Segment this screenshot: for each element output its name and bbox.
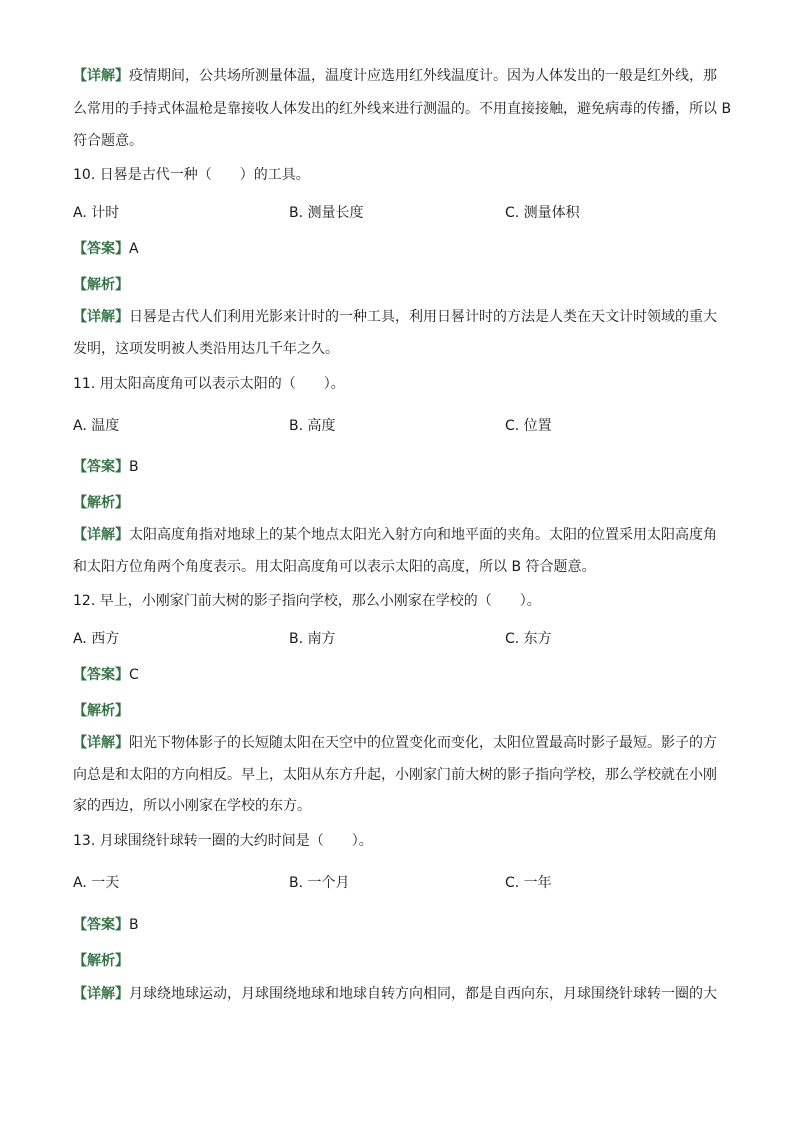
- detail-text: 发明，这项发明被人类沿用达几千年之久。: [73, 341, 339, 357]
- answer-label: 【答案】: [73, 917, 129, 933]
- q13-option-b: B. 一个月: [289, 875, 350, 891]
- detail-text: 日晷是古代人们利用光影来计时的一种工具，利用日晷计时的方法是人类在天文计时领域的重大: [129, 309, 717, 325]
- detail-text: 疫情期间，公共场所测量体温，温度计应选用红外线温度计。因为人体发出的一般是红外线，那: [129, 68, 717, 84]
- answer-value: B: [129, 459, 139, 475]
- q10-option-c: C. 测量体积: [505, 205, 580, 221]
- q13-analysis-heading: [73, 952, 733, 970]
- q10-detail-line: [73, 308, 733, 326]
- q11-detail-line: [73, 526, 733, 544]
- analysis-label: 【解析】: [73, 277, 129, 293]
- question-10: 10. 日晷是古代一种（ ）的工具。: [73, 167, 310, 183]
- question-13: 13. 月球围绕针球转一圈的大约时间是（ ）。: [73, 833, 373, 849]
- q11-option-c: C. 位置: [505, 418, 552, 434]
- detail-text: 家的西边，所以小刚家在学校的东方。: [73, 798, 311, 814]
- q10-analysis-heading: [73, 276, 733, 294]
- detail-text: 月球绕地球运动，月球围绕地球和地球自转方向相同，都是自西向东，月球围绕针球转一圈的大: [129, 986, 717, 1002]
- q10-answer: [73, 240, 733, 258]
- q12-option-c: C. 东方: [505, 631, 552, 647]
- q11-detail-line: [73, 558, 733, 576]
- answer-label: 【答案】: [73, 459, 129, 475]
- q12-detail-line: [73, 797, 733, 815]
- detail-paragraph-line: [73, 67, 733, 85]
- q12-answer: [73, 666, 733, 684]
- detail-label: 【详解】: [73, 527, 129, 543]
- q13-detail-line: [73, 985, 733, 1003]
- q11-option-b: B. 高度: [289, 418, 336, 434]
- detail-text: 阳光下物体影子的长短随太阳在天空中的位置变化而变化，太阳位置最高时影子最短。影子的方: [129, 735, 717, 751]
- analysis-label: 【解析】: [73, 495, 129, 511]
- answer-value: B: [129, 917, 139, 933]
- detail-text: 么常用的手持式体温枪是靠接收人体发出的红外线来进行测温的。不用直接接触，避免病毒的传播，所以 B: [73, 101, 732, 117]
- answer-label: 【答案】: [73, 241, 129, 257]
- q10-option-a: A. 计时: [73, 205, 120, 221]
- detail-text: 符合题意。: [73, 133, 143, 149]
- q11-analysis-heading: [73, 494, 733, 512]
- q12-detail-line: [73, 734, 733, 752]
- answer-label: 【答案】: [73, 667, 129, 683]
- analysis-label: 【解析】: [73, 703, 129, 719]
- detail-text: 向总是和太阳的方向相反。早上，太阳从东方升起，小刚家门前大树的影子指向学校，那么学校就在小刚: [73, 767, 717, 783]
- detail-text: 太阳高度角指对地球上的某个地点太阳光入射方向和地平面的夹角。太阳的位置采用太阳高度角: [129, 527, 717, 543]
- detail-label: 【详解】: [73, 735, 129, 751]
- answer-value: A: [129, 241, 139, 257]
- q12-detail-line: [73, 766, 733, 784]
- q12-analysis-heading: [73, 702, 733, 720]
- detail-paragraph-line: [73, 132, 733, 150]
- q12-option-a: A. 西方: [73, 631, 120, 647]
- q11-option-a: A. 温度: [73, 418, 120, 434]
- detail-label: 【详解】: [73, 986, 129, 1002]
- question-12: 12. 早上，小刚家门前大树的影子指向学校，那么小刚家在学校的（ ）。: [73, 593, 541, 609]
- detail-paragraph-line: [73, 100, 733, 118]
- detail-text: 和太阳方位角两个角度表示。用太阳高度角可以表示太阳的高度，所以 B 符合题意。: [73, 559, 596, 575]
- detail-label: 【详解】: [73, 309, 129, 325]
- q10-option-b: B. 测量长度: [289, 205, 364, 221]
- detail-label: 【详解】: [73, 68, 129, 84]
- q11-answer: [73, 458, 733, 476]
- q13-answer: [73, 916, 733, 934]
- analysis-label: 【解析】: [73, 953, 129, 969]
- answer-value: C: [129, 667, 139, 683]
- q13-option-c: C. 一年: [505, 875, 552, 891]
- question-11: 11. 用太阳高度角可以表示太阳的（ ）。: [73, 376, 345, 392]
- q10-detail-line: [73, 340, 733, 358]
- q12-option-b: B. 南方: [289, 631, 336, 647]
- q13-option-a: A. 一天: [73, 875, 120, 891]
